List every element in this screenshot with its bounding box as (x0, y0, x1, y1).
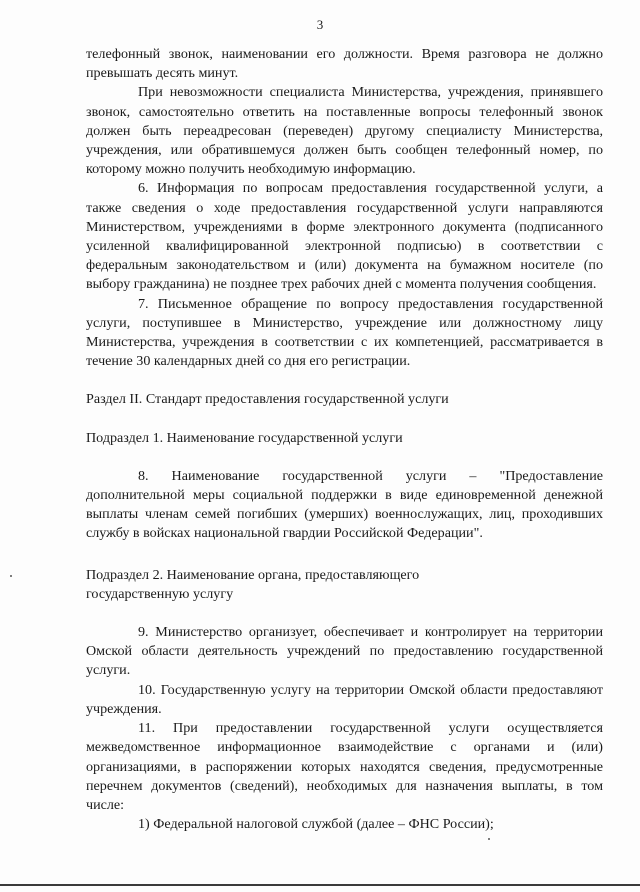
paragraph-item-11-1: 1) Федеральной налоговой службой (далее – ФНС России); (138, 816, 494, 833)
paragraph-item-6: 6. Информация по вопросам предоставления государственной услуги, а также сведения о ходе предоставления государственной услуги направляются Министерством, учреждениями в форме электронного документа (подписанного усиленной квалифицированной электронной подписью) в соответствии с федеральным законодательством и (или) документа на бумажном носителе (по выбору гражданина) не позднее трех рабочих дней с момента получения сообщения. (86, 180, 603, 293)
paragraph-item-9: 9. Министерство организует, обеспечивает и контролирует на территории Омской области деятельность учреждений по предоставлению государственной услуги. (86, 624, 603, 679)
scan-speck (10, 575, 12, 577)
page-bottom-edge (0, 884, 640, 886)
subsection-heading-2-line-2: государственную услугу (86, 585, 234, 602)
document-body (86, 45, 603, 834)
paragraph-item-7: 7. Письменное обращение по вопросу предоставления государственной услуги, поступившее в Министерство, учреждение или должностному лицу Министерства, учреждения в соответствии с их компетенцией, рассматривается в течение 30 календарных дней со дня его регистрации. (86, 295, 603, 370)
paragraph-item-8: 8. Наименование государственной услуги – "Предоставление дополнительной меры социальной поддержки в виде единовременной денежной выплаты членам семей погибших (умерших) военнослужащих, лиц, проходивших службу в войсках национальной гвардии Российской Федерации". (86, 467, 603, 542)
scan-speck (488, 838, 490, 840)
paragraph-call-info: телефонный звонок, наименовании его должности. Время разговора не должно превышать десять минут. (86, 46, 603, 82)
page-number: 3 (316, 17, 324, 32)
paragraph-item-11: 11. При предоставлении государственной услуги осуществляется межведомственное информационное взаимодействие с органами и (или) организациями, в распоряжении которых находятся сведения, предусмотренные перечнем документов (сведений), необходимых для назначения выплаты, в том числе: (86, 720, 603, 813)
section-heading-2: Раздел II. Стандарт предоставления государственной услуги (86, 391, 449, 408)
paragraph-call-redirect: При невозможности специалиста Министерства, учреждения, принявшего звонок, самостоятельно ответить на поставленные вопросы телефонный звонок должен быть переадресован (переведен) другому специалисту Министерства, учреждения, или обратившемуся должен быть сообщен телефонный номер, по которому можно получить необходимую информацию. (86, 84, 603, 178)
subsection-heading-1: Подраздел 1. Наименование государственной услуги (86, 429, 403, 446)
subsection-heading-2-line-1: Подраздел 2. Наименование органа, предоставляющего (86, 566, 420, 583)
paragraph-item-10: 10. Государственную услугу на территории Омской области предоставляют учреждения. (86, 681, 603, 717)
